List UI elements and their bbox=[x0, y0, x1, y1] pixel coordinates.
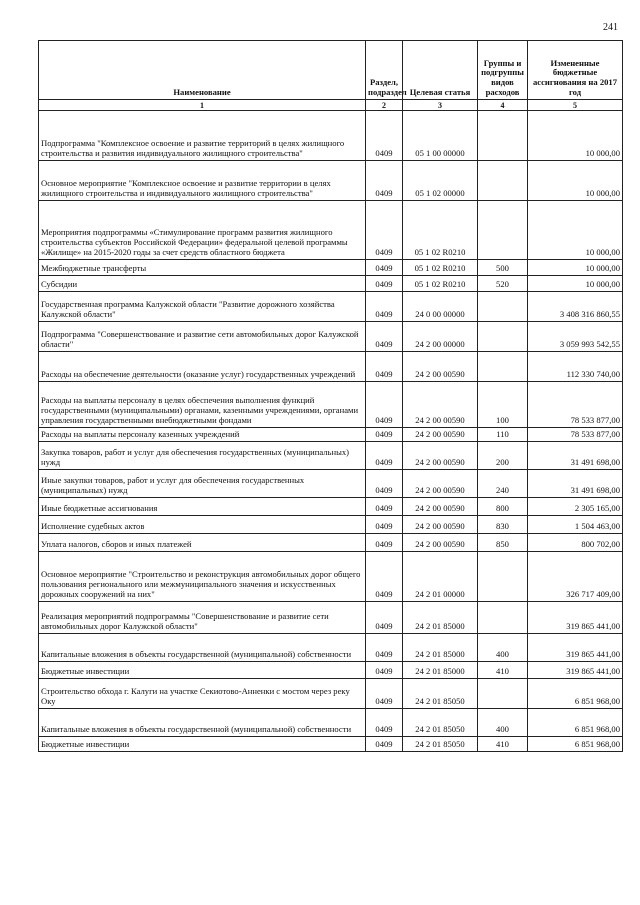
row-target-cell: 24 2 01 85000 bbox=[403, 634, 478, 662]
row-amount-cell: 112 330 740,00 bbox=[528, 352, 623, 382]
table-row bbox=[39, 602, 623, 634]
row-section-cell: 0409 bbox=[366, 552, 403, 602]
table-row bbox=[39, 428, 623, 442]
row-section-cell: 0409 bbox=[366, 602, 403, 634]
row-name-cell: Мероприятия подпрограммы «Стимулирование программ развития жилищного строительства субъектов Российской Федерации» федеральной целевой программы «Жилище» на 2015-2020 годы за счет средств областного бюджета bbox=[39, 201, 366, 260]
row-amount-cell: 6 851 968,00 bbox=[528, 709, 623, 737]
row-amount-cell: 31 491 698,00 bbox=[528, 470, 623, 498]
table-row bbox=[39, 498, 623, 516]
row-section-cell: 0409 bbox=[366, 382, 403, 428]
header-amount: Измененные бюджетные ассигнования на 2017 год bbox=[528, 41, 623, 100]
page-number: 241 bbox=[603, 22, 618, 33]
row-group-cell bbox=[478, 201, 528, 260]
row-target-cell: 05 1 02 R0210 bbox=[403, 276, 478, 292]
row-amount-cell: 326 717 409,00 bbox=[528, 552, 623, 602]
row-group-cell bbox=[478, 111, 528, 161]
row-section-cell: 0409 bbox=[366, 470, 403, 498]
row-name-cell: Субсидии bbox=[39, 276, 366, 292]
table-row bbox=[39, 260, 623, 276]
header-name: Наименование bbox=[39, 41, 366, 100]
header-section: Раздел, подраздел bbox=[366, 41, 403, 100]
row-target-cell: 24 2 00 00000 bbox=[403, 322, 478, 352]
row-name-cell: Подпрограмма "Комплексное освоение и развитие территорий в целях жилищного строительства и развития индивидуального жилищного строительства" bbox=[39, 111, 366, 161]
row-group-cell bbox=[478, 352, 528, 382]
row-amount-cell: 319 865 441,00 bbox=[528, 602, 623, 634]
table-row bbox=[39, 470, 623, 498]
row-amount-cell: 10 000,00 bbox=[528, 111, 623, 161]
row-section-cell: 0409 bbox=[366, 260, 403, 276]
row-target-cell: 24 2 00 00590 bbox=[403, 470, 478, 498]
row-amount-cell: 78 533 877,00 bbox=[528, 382, 623, 428]
row-section-cell: 0409 bbox=[366, 352, 403, 382]
row-amount-cell: 6 851 968,00 bbox=[528, 737, 623, 752]
header-target: Целевая статья bbox=[403, 41, 478, 100]
table-row bbox=[39, 382, 623, 428]
row-amount-cell: 10 000,00 bbox=[528, 276, 623, 292]
row-group-cell: 400 bbox=[478, 634, 528, 662]
row-section-cell: 0409 bbox=[366, 498, 403, 516]
row-amount-cell: 319 865 441,00 bbox=[528, 662, 623, 679]
row-name-cell: Капитальные вложения в объекты государственной (муниципальной) собственности bbox=[39, 634, 366, 662]
table-row bbox=[39, 352, 623, 382]
row-group-cell bbox=[478, 322, 528, 352]
row-group-cell: 500 bbox=[478, 260, 528, 276]
row-target-cell: 24 2 00 00590 bbox=[403, 534, 478, 552]
row-target-cell: 24 2 01 85050 bbox=[403, 737, 478, 752]
row-group-cell: 410 bbox=[478, 662, 528, 679]
table-row bbox=[39, 292, 623, 322]
row-section-cell: 0409 bbox=[366, 428, 403, 442]
row-name-cell: Уплата налогов, сборов и иных платежей bbox=[39, 534, 366, 552]
row-name-cell: Государственная программа Калужской области "Развитие дорожного хозяйства Калужской области" bbox=[39, 292, 366, 322]
column-number: 1 bbox=[39, 100, 366, 111]
row-name-cell: Расходы на выплаты персоналу казенных учреждений bbox=[39, 428, 366, 442]
row-group-cell bbox=[478, 161, 528, 201]
row-group-cell: 240 bbox=[478, 470, 528, 498]
row-section-cell: 0409 bbox=[366, 201, 403, 260]
row-amount-cell: 10 000,00 bbox=[528, 260, 623, 276]
row-name-cell: Подпрограмма "Совершенствование и развитие сети автомобильных дорог Калужской области" bbox=[39, 322, 366, 352]
row-group-cell: 110 bbox=[478, 428, 528, 442]
row-group-cell: 400 bbox=[478, 709, 528, 737]
row-amount-cell: 3 408 316 860,55 bbox=[528, 292, 623, 322]
row-section-cell: 0409 bbox=[366, 679, 403, 709]
row-section-cell: 0409 bbox=[366, 161, 403, 201]
row-group-cell bbox=[478, 679, 528, 709]
table-row bbox=[39, 662, 623, 679]
row-target-cell: 05 1 02 R0210 bbox=[403, 201, 478, 260]
row-target-cell: 24 2 01 85000 bbox=[403, 662, 478, 679]
column-number: 2 bbox=[366, 100, 403, 111]
row-amount-cell: 10 000,00 bbox=[528, 201, 623, 260]
row-target-cell: 05 1 00 00000 bbox=[403, 111, 478, 161]
row-group-cell: 410 bbox=[478, 737, 528, 752]
row-amount-cell: 6 851 968,00 bbox=[528, 679, 623, 709]
header-row bbox=[39, 41, 623, 100]
row-amount-cell: 78 533 877,00 bbox=[528, 428, 623, 442]
column-number: 3 bbox=[403, 100, 478, 111]
budget-table bbox=[38, 40, 623, 752]
row-group-cell bbox=[478, 292, 528, 322]
row-target-cell: 24 2 00 00590 bbox=[403, 498, 478, 516]
row-group-cell bbox=[478, 602, 528, 634]
table-row bbox=[39, 534, 623, 552]
table-row bbox=[39, 201, 623, 260]
row-name-cell: Бюджетные инвестиции bbox=[39, 737, 366, 752]
row-group-cell: 800 bbox=[478, 498, 528, 516]
row-name-cell: Межбюджетные трансферты bbox=[39, 260, 366, 276]
row-target-cell: 24 2 00 00590 bbox=[403, 428, 478, 442]
row-amount-cell: 31 491 698,00 bbox=[528, 442, 623, 470]
table-row bbox=[39, 111, 623, 161]
row-section-cell: 0409 bbox=[366, 634, 403, 662]
column-number: 5 bbox=[528, 100, 623, 111]
row-target-cell: 24 2 00 00590 bbox=[403, 352, 478, 382]
row-section-cell: 0409 bbox=[366, 322, 403, 352]
row-target-cell: 05 1 02 R0210 bbox=[403, 260, 478, 276]
row-name-cell: Закупка товаров, работ и услуг для обеспечения государственных (муниципальных) нужд bbox=[39, 442, 366, 470]
row-group-cell: 200 bbox=[478, 442, 528, 470]
row-amount-cell: 1 504 463,00 bbox=[528, 516, 623, 534]
table-row bbox=[39, 709, 623, 737]
row-section-cell: 0409 bbox=[366, 737, 403, 752]
header-groups: Группы и подгруппы видов расходов bbox=[478, 41, 528, 100]
table-row bbox=[39, 161, 623, 201]
row-group-cell: 520 bbox=[478, 276, 528, 292]
row-name-cell: Расходы на обеспечение деятельности (оказание услуг) государственных учреждений bbox=[39, 352, 366, 382]
row-target-cell: 24 2 01 00000 bbox=[403, 552, 478, 602]
row-name-cell: Строительство обхода г. Калуги на участке Секиотово-Анненки с мостом через реку Оку bbox=[39, 679, 366, 709]
row-name-cell: Основное мероприятие "Строительство и реконструкция автомобильных дорог общего пользования регионального или межмуниципального значения и искусственных дорожных сооружений на них" bbox=[39, 552, 366, 602]
row-amount-cell: 319 865 441,00 bbox=[528, 634, 623, 662]
row-amount-cell: 3 059 993 542,55 bbox=[528, 322, 623, 352]
table-row bbox=[39, 634, 623, 662]
row-amount-cell: 2 305 165,00 bbox=[528, 498, 623, 516]
table-row bbox=[39, 552, 623, 602]
row-section-cell: 0409 bbox=[366, 111, 403, 161]
column-number-row bbox=[39, 100, 623, 111]
row-section-cell: 0409 bbox=[366, 292, 403, 322]
row-target-cell: 24 2 00 00590 bbox=[403, 442, 478, 470]
row-name-cell: Реализация мероприятий подпрограммы "Совершенствование и развитие сети автомобильных дорог Калужской области" bbox=[39, 602, 366, 634]
row-group-cell: 100 bbox=[478, 382, 528, 428]
row-target-cell: 24 2 01 85000 bbox=[403, 602, 478, 634]
table-row bbox=[39, 737, 623, 752]
row-target-cell: 24 2 01 85050 bbox=[403, 679, 478, 709]
row-name-cell: Бюджетные инвестиции bbox=[39, 662, 366, 679]
row-section-cell: 0409 bbox=[366, 516, 403, 534]
table-row bbox=[39, 276, 623, 292]
row-name-cell: Расходы на выплаты персоналу в целях обеспечения выполнения функций государственными (муниципальными) органами, казенными учреждениями, органами управления государственными внебюджетными фондами bbox=[39, 382, 366, 428]
row-target-cell: 24 2 00 00590 bbox=[403, 382, 478, 428]
row-section-cell: 0409 bbox=[366, 709, 403, 737]
row-group-cell bbox=[478, 552, 528, 602]
row-name-cell: Иные бюджетные ассигнования bbox=[39, 498, 366, 516]
table-row bbox=[39, 442, 623, 470]
row-target-cell: 24 2 00 00590 bbox=[403, 516, 478, 534]
row-name-cell: Основное мероприятие "Комплексное освоение и развитие территории в целях жилищного строительства и индивидуального жилищного строительства" bbox=[39, 161, 366, 201]
row-group-cell: 830 bbox=[478, 516, 528, 534]
column-number: 4 bbox=[478, 100, 528, 111]
row-amount-cell: 10 000,00 bbox=[528, 161, 623, 201]
row-section-cell: 0409 bbox=[366, 662, 403, 679]
row-section-cell: 0409 bbox=[366, 442, 403, 470]
row-target-cell: 24 2 01 85050 bbox=[403, 709, 478, 737]
row-target-cell: 05 1 02 00000 bbox=[403, 161, 478, 201]
table-row bbox=[39, 679, 623, 709]
row-section-cell: 0409 bbox=[366, 276, 403, 292]
row-group-cell: 850 bbox=[478, 534, 528, 552]
row-section-cell: 0409 bbox=[366, 534, 403, 552]
row-name-cell: Иные закупки товаров, работ и услуг для обеспечения государственных (муниципальных) нужд bbox=[39, 470, 366, 498]
row-amount-cell: 800 702,00 bbox=[528, 534, 623, 552]
row-name-cell: Капитальные вложения в объекты государственной (муниципальной) собственности bbox=[39, 709, 366, 737]
row-target-cell: 24 0 00 00000 bbox=[403, 292, 478, 322]
table-row bbox=[39, 322, 623, 352]
table-row bbox=[39, 516, 623, 534]
row-name-cell: Исполнение судебных актов bbox=[39, 516, 366, 534]
